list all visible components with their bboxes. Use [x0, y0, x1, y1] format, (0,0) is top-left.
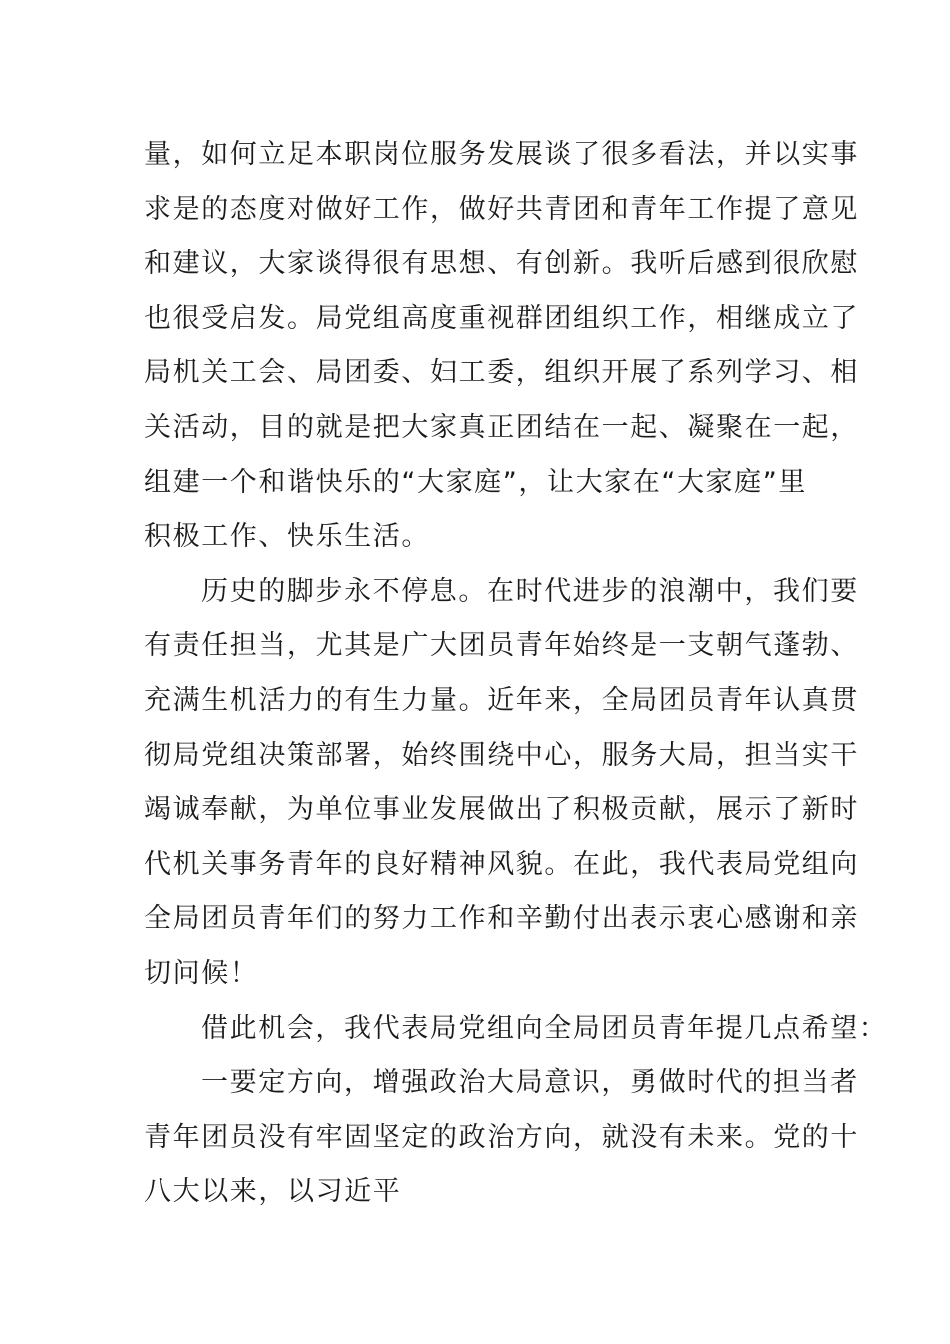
- text-line: 关活动，目的就是把大家真正团结在一起、凝聚在一起，: [144, 411, 859, 443]
- text-line: 代机关事务青年的良好精神风貌。在此，我代表局党组向: [144, 848, 859, 880]
- body-text: [144, 128, 888, 1220]
- text-line: 八大以来，以习近平: [144, 1176, 402, 1208]
- text-line: 青年团员没有牢固坚定的政治方向，就没有未来。党的十: [144, 1121, 859, 1153]
- text-line: 切问候！: [144, 957, 259, 989]
- text-line: 积极工作、快乐生活。: [144, 521, 430, 553]
- text-line: 全局团员青年们的努力工作和辛勤付出表示衷心感谢和亲: [144, 903, 859, 935]
- paragraph-start-line: 历史的脚步永不停息。在时代进步的浪潮中，我们要: [201, 575, 859, 607]
- text-line: 竭诚奉献，为单位事业发展做出了积极贡献，展示了新时: [144, 794, 859, 826]
- text-line: 有责任担当，尤其是广大团员青年始终是一支朝气蓬勃、: [144, 630, 859, 662]
- text-line: 组建一个和谐快乐的“大家庭”，让大家在“大家庭”里: [144, 466, 807, 498]
- paragraph-start-line: 借此机会，我代表局党组向全局团员青年提几点希望：: [201, 1012, 888, 1044]
- text-line: 彻局党组决策部署，始终围绕中心，服务大局，担当实干: [144, 739, 859, 771]
- text-line: 充满生机活力的有生力量。近年来，全局团员青年认真贯: [144, 684, 859, 716]
- text-line: 量，如何立足本职岗位服务发展谈了很多看法，并以实事: [144, 139, 859, 170]
- text-line: 也很受启发。局党组高度重视群团组织工作，相继成立了: [144, 302, 859, 334]
- text-line: 求是的态度对做好工作，做好共青团和青年工作提了意见: [144, 193, 859, 225]
- text-line: 和建议，大家谈得很有思想、有创新。我听后感到很欣慰: [144, 248, 859, 280]
- text-line: 局机关工会、局团委、妇工委，组织开展了系列学习、相: [144, 357, 859, 389]
- heading-line: 一要定方向，增强政治大局意识，勇做时代的担当者: [201, 1067, 859, 1099]
